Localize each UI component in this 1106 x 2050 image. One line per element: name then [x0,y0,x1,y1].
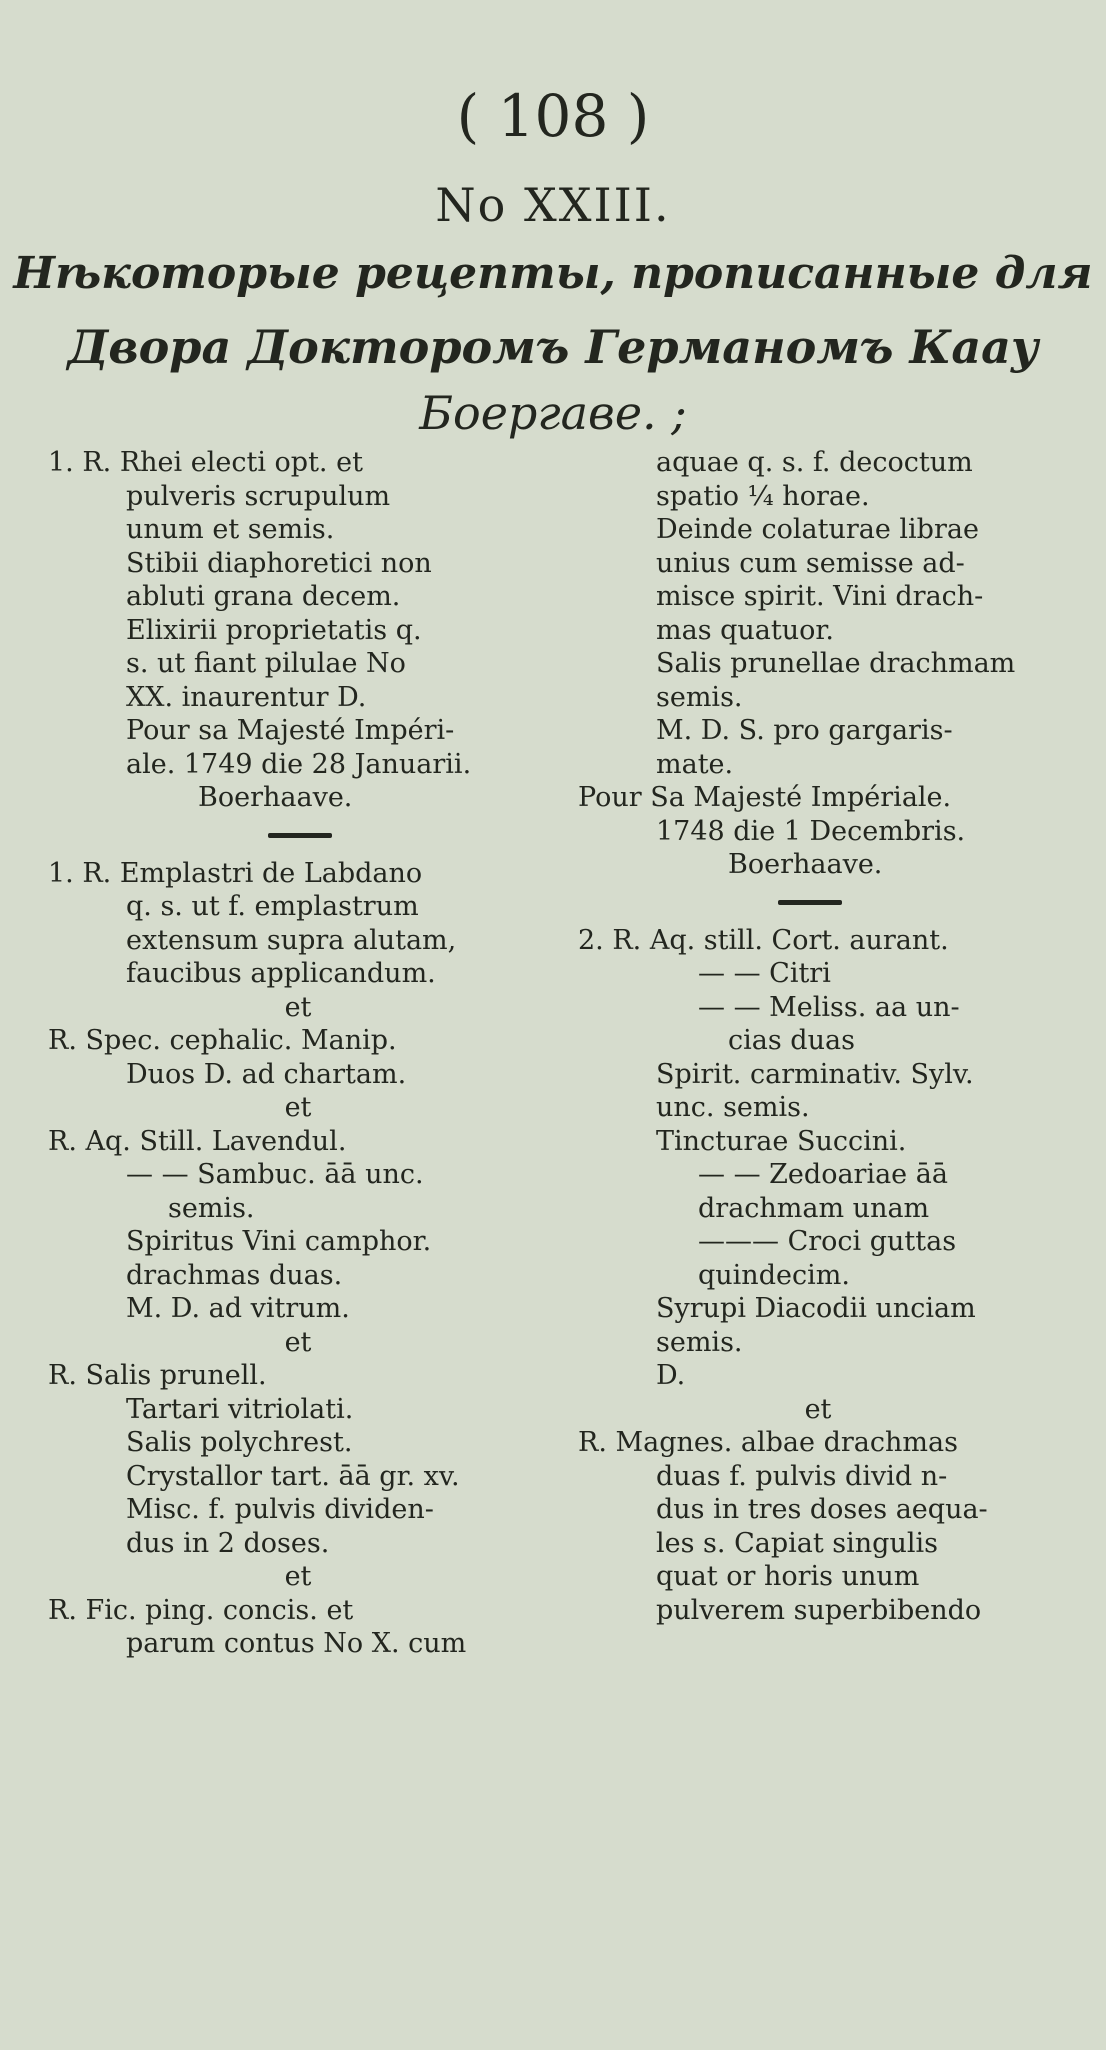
text-line: quindecim. [698,1259,850,1291]
text-line: Salis polychrest. [126,1427,353,1458]
et-line: et [284,991,312,1023]
text-line: 1748 die 1 Decembris. [656,815,966,847]
text-line: pulveris scrupulum [126,480,391,512]
text-line: semis. [656,681,743,713]
text-line: Tincturae Succini. [656,1125,907,1157]
text-line: semis. [168,1192,255,1224]
text-line: q. s. ut f. emplastrum [126,891,419,922]
text-line: 1. R. Emplastri de Labdano [48,857,423,889]
text-line: Elixirii proprietatis q. [126,614,422,646]
et-line: et [804,1393,832,1425]
title-line-3: Боергаве. ; [419,386,687,440]
text-line: unum et semis. [126,514,335,545]
text-line: ——— Croci guttas [698,1226,957,1257]
text-line: Salis prunellae drachmam [656,648,1016,679]
text-line: faucibus applicandum. [126,958,436,989]
text-line: spatio ¼ horae. [656,480,870,512]
title-line-2: Двора Докторомъ Германомъ Каау [67,320,1039,374]
signature-line: Boerhaave. [728,849,883,880]
et-line: et [284,1326,312,1358]
separator [48,815,548,857]
right-column [578,446,1058,1627]
signature-line: Boerhaave. [198,782,353,813]
text-line: — — Sambuc. āā unc. [126,1159,424,1190]
text-line: 1. R. Rhei electi opt. et [48,447,363,478]
text-line: Tartari vitriolati. [126,1393,354,1425]
text-line: Syrupi Diacodii unciam [656,1293,976,1324]
text-line: extensum supra alutam, [126,924,457,956]
text-line: M. D. ad vitrum. [126,1293,350,1324]
text-line: semis. [656,1326,743,1358]
text-line: parum contus No X. cum [126,1628,467,1659]
text-line: dus in 2 doses. [126,1527,330,1559]
text-line: Deinde colaturae librae [656,514,979,545]
text-line: abluti grana decem. [126,581,401,612]
text-line: mas quatuor. [656,614,834,646]
section-heading: No XXIII. [435,178,671,232]
text-line: Misc. f. pulvis dividen- [126,1494,434,1525]
text-line: Spirit. carminativ. Sylv. [656,1058,974,1090]
text-line: Duos D. ad chartam. [126,1058,407,1090]
text-line: drachmam unam [698,1192,930,1224]
text-line: Spiritus Vini camphor. [126,1226,432,1257]
text-line: cias duas [728,1025,855,1056]
left-column [48,446,548,1661]
text-line: mate. [656,748,734,780]
text-line: — — Zedoariae āā [698,1159,948,1190]
text-line: Stibii diaphoretici non [126,547,432,579]
page-number: ( 108 ) [456,82,650,150]
text-line: R. Salis prunell. [48,1360,267,1391]
text-line: R. Fic. ping. concis. et [48,1594,354,1626]
text-line: aquae q. s. f. decoctum [656,447,973,478]
text-line: R. Aq. Still. Lavendul. [48,1125,347,1157]
text-line: quat or horis unum [656,1561,920,1592]
et-line: et [284,1561,312,1592]
text-line: M. D. S. pro gargaris- [656,715,953,746]
text-line: R. Magnes. albae drachmas [578,1427,958,1458]
text-line: Crystallor tart. āā gr. xv. [126,1460,460,1492]
text-line: pulverem superbibendo [656,1594,982,1626]
text-line: duas f. pulvis divid n- [656,1460,948,1492]
text-line: ale. 1749 die 28 Januarii. [126,748,472,780]
text-line: Pour Sa Majesté Impériale. [578,782,952,813]
text-line: D. [656,1360,686,1391]
text-line: misce spirit. Vini drach- [656,581,984,612]
text-line: unius cum semisse ad- [656,547,965,579]
text-line: dus in tres doses aequa- [656,1494,988,1525]
text-line: — — Meliss. aa un- [698,991,960,1023]
text-line: unc. semis. [656,1092,810,1123]
text-line: XX. inaurentur D. [126,681,367,713]
text-line: R. Spec. cephalic. Manip. [48,1025,397,1056]
title-line-1: Нѣкоторые рецепты, прописанные для [13,248,1093,299]
text-line: les s. Capiat singulis [656,1527,938,1559]
text-line: Pour sa Majesté Impéri- [126,715,455,746]
et-line: et [284,1092,312,1123]
text-line: drachmas duas. [126,1259,343,1291]
text-line: s. ut fiant pilulae No [126,648,406,679]
text-line: 2. R. Aq. still. Cort. aurant. [578,924,949,956]
separator [578,882,1058,924]
text-line: — — Citri [698,958,831,989]
